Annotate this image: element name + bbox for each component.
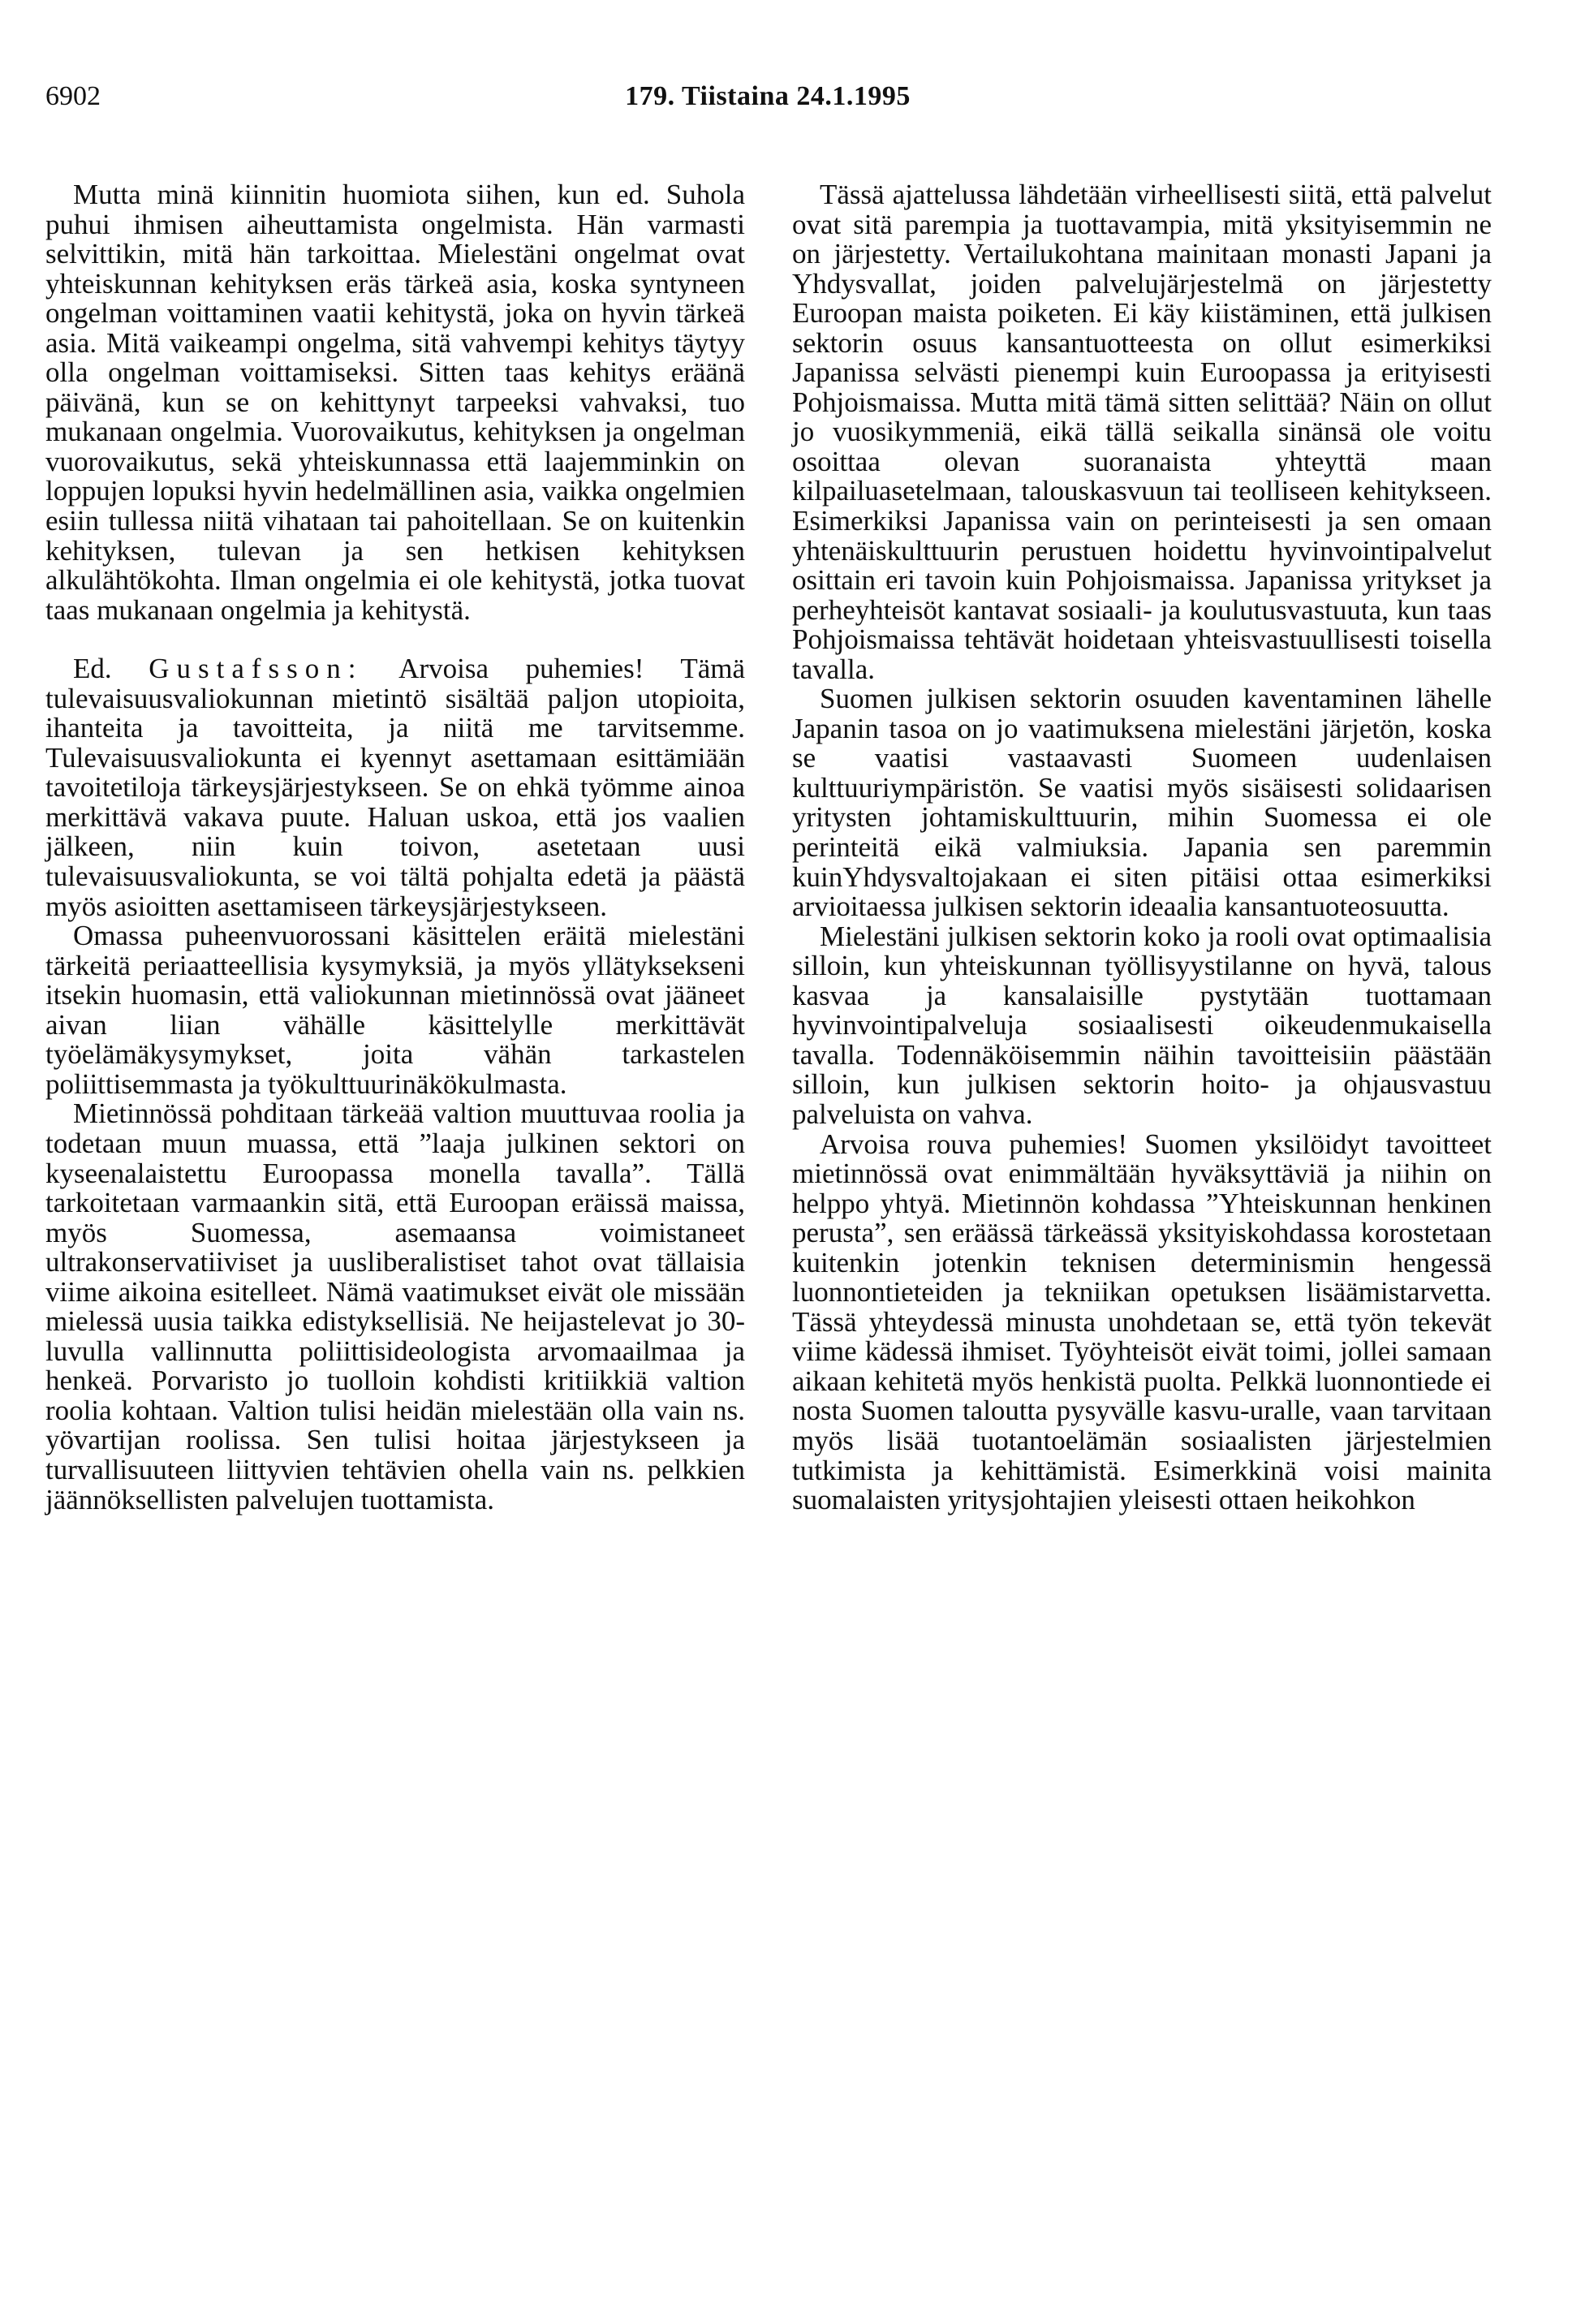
speaker-prefix: Ed. (73, 653, 112, 685)
left-paragraph-4: Mietinnössä pohditaan tärkeää valtion muuttuvaa roolia ja todetaan muun muassa, että ”laaja julkinen sektori on kyseenalaistettu Euroopassa monella tavalla”. Tällä tarkoitetaan varmaankin sitä, että Euroopan eräissä maissa, myös Suomessa, asemaansa voimistaneet ultrakonservatiiviset ja uusliberalistiset tahot ovat tällaisia viime aikoina esitelleet. Nämä vaatimukset eivät ole missään mielessä uusia taikka edistyksellisiä. Ne heijastelevat jo 30-luvulla vallinnutta poliittisideologista arvomaailmaa ja henkeä. Porvaristo jo tuolloin kohdisti kritiikkiä valtion roolia kohtaan. Valtion tulisi heidän mielestään olla vain ns. yövartijan roolissa. Sen tulisi hoitaa järjestykseen ja turvallisuuteen liittyvien tehtävien ohella vain ns. pelkkien jäännöksellisten palvelujen tuottamista. (45, 1097, 745, 1516)
right-paragraph-2: Suomen julkisen sektorin osuuden kaventaminen lähelle Japanin tasoa on jo vaatimuksena mielestäni järjetön, koska se vaatisi vastaavasti Suomeen uudenlaisen kulttuuriympäristön. Se vaatisi myös sisäisesti solidaarisen yritysten johtamiskulttuurin, mihin Suomessa ei ole perinteitä eikä valmiuksia. Japania sen paremmin kuinYhdysvaltojakaan ei siten pitäisi ottaa esimerkiksi arvioitaessa julkisen sektorin ideaalia kansantuoteosuutta. (792, 683, 1492, 923)
right-column (792, 180, 1492, 1516)
left-column (45, 180, 745, 1515)
speech-opening-text: Arvoisa puhemies! Tämä tulevaisuusvaliokunnan mietintö sisältää paljon utopioita, ihanteita ja tavoitteita, ja niitä me tarvitsemme. Tulevaisuusvaliokunta ei kyennyt asettamaan esittämiään tavoitetiloja tärkeysjärjestykseen. Se on ehkä työmme ainoa merkittävä vakava puute. Haluan uskoa, että jos vaalien jälkeen, niin kuin toivon, asetetaan uusi tulevaisuusvaliokunta, se voi tältä pohjalta edetä ja päästä myös asioitten asettamiseen tärkeysjärjestykseen. (45, 653, 745, 922)
left-paragraph-1: Mutta minä kiinnitin huomiota siihen, kun ed. Suhola puhui ihmisen aiheuttamista ongelmista. Hän varmasti selvittikin, mitä hän tarkoittaa. Mielestäni ongelmat ovat yhteiskunnan kehityksen eräs tärkeä asia, koska syntyneen ongelman voittaminen vaatii kehitystä, joka on hyvin tärkeä asia. Mitä vaikeampi ongelma, sitä vahvempi kehitys täytyy olla ongelman voittamiseksi. Sitten taas kehitys eräänä päivänä, kun se on kehittynyt tarpeeksi vahvaksi, tuo mukanaan ongelmia. Vuorovaikutus, kehityksen ja ongelman vuorovaikutus, sekä yhteiskunnassa että laajemminkin on loppujen lopuksi hyvin hedelmällinen asia, vaikka ongelmien esiin tullessa niitä vihataan tai pahoitellaan. Se on kuitenkin kehityksen, tulevan ja sen hetkisen kehityksen alkulähtökohta. Ilman ongelmia ei ole kehitystä, jotka tuovat taas mukanaan ongelmia ja kehitystä. (45, 179, 745, 626)
right-paragraph-1: Tässä ajattelussa lähdetään virheellisesti siitä, että palvelut ovat sitä parempia ja tuottavampia, mitä yksityisemmin ne on järjestetty. Vertailukohtana mainitaan monasti Japani ja Yhdysvallat, joiden palvelujärjestelmä on järjestetty Euroopan maista poiketen. Ei käy kiistäminen, että julkisen sektorin osuus kansantuotteesta on ollut esimerkiksi Japanissa selvästi pienempi kuin Euroopassa ja erityisesti Pohjoismaissa. Mutta mitä tämä sitten selittää? Näin on ollut jo vuosikymmeniä, eikä tällä seikalla sinänsä ole voitu osoittaa olevan suoranaista yhteyttä maan kilpailuasetelmaan, talouskasvuun tai teolliseen kehitykseen. Esimerkiksi Japanissa vain on perinteisesti ja sen omaan yhtenäiskulttuurin perustuen hoidettu hyvinvointipalvelut osittain eri tavoin kuin Pohjoismaissa. Japanissa yritykset ja perheyhteisöt kantavat sosiaali- ja koulutusvastuuta, kun taas Pohjoismaissa tehtävät hoidetaan yhteisvastuullisesti toisella tavalla. (792, 179, 1492, 685)
page-number: 6902 (45, 81, 101, 111)
left-paragraph-2 (45, 654, 745, 921)
right-paragraph-4: Arvoisa rouva puhemies! Suomen yksilöidyt tavoitteet mietinnössä ovat enimmältään hyväksyttäviä ja niihin on helppo yhtyä. Mietinnön kohdassa ”Yhteiskunnan henkinen perusta”, sen eräässä tärkeässä yksityiskohdassa korostetaan kuitenkin jotenkin teknisen determinismin hengessä luonnontieteiden ja tekniikan opetuksen lisäämistarvetta. Tässä yhteydessä minusta unohdetaan se, että työn tekevät viime kädessä ihmiset. Työyhteisöt eivät toimi, jollei samaan aikaan kehitetä myös henkistä puolta. Pelkkä luonnontiede ei nosta Suomen taloutta pysyvälle kasvu-uralle, vaan tarvitaan myös lisää tuotantoelämän sosiaalisten järjestelmien tutkimista ja kehittämistä. Esimerkkinä voisi mainita suomalaisten yritysjohtajien yleisesti ottaen heikohkon (792, 1128, 1492, 1516)
session-title: 179. Tiistaina 24.1.1995 (625, 81, 911, 111)
right-paragraph-3: Mielestäni julkisen sektorin koko ja rooli ovat optimaalisia silloin, kun yhteiskunnan työllisyystilanne on hyvä, talous kasvaa ja kansalaisille pystytään tuottamaan hyvinvointipalveluja sosiaalisesti oikeudenmukaisella tavalla. Todennäköisemmin näihin tavoitteisiin päästään silloin, kun julkisen sektorin hoito- ja ohjausvastuu palveluista on vahva. (792, 920, 1492, 1130)
page-header (45, 81, 1490, 122)
left-paragraph-3: Omassa puheenvuorossani käsittelen eräitä mielestäni tärkeitä periaatteellisia kysymyksiä, ja myös yllätyksekseni itsekin huomasin, että valiokunnan mietinnössä ovat jääneet aivan liian vähälle käsittelylle merkittävät työelämäkysymykset, joita vähän tarkastelen poliittisemmasta ja työkulttuurinäkökulmasta. (45, 920, 745, 1100)
speaker-name: Gustafsson: (149, 653, 364, 685)
